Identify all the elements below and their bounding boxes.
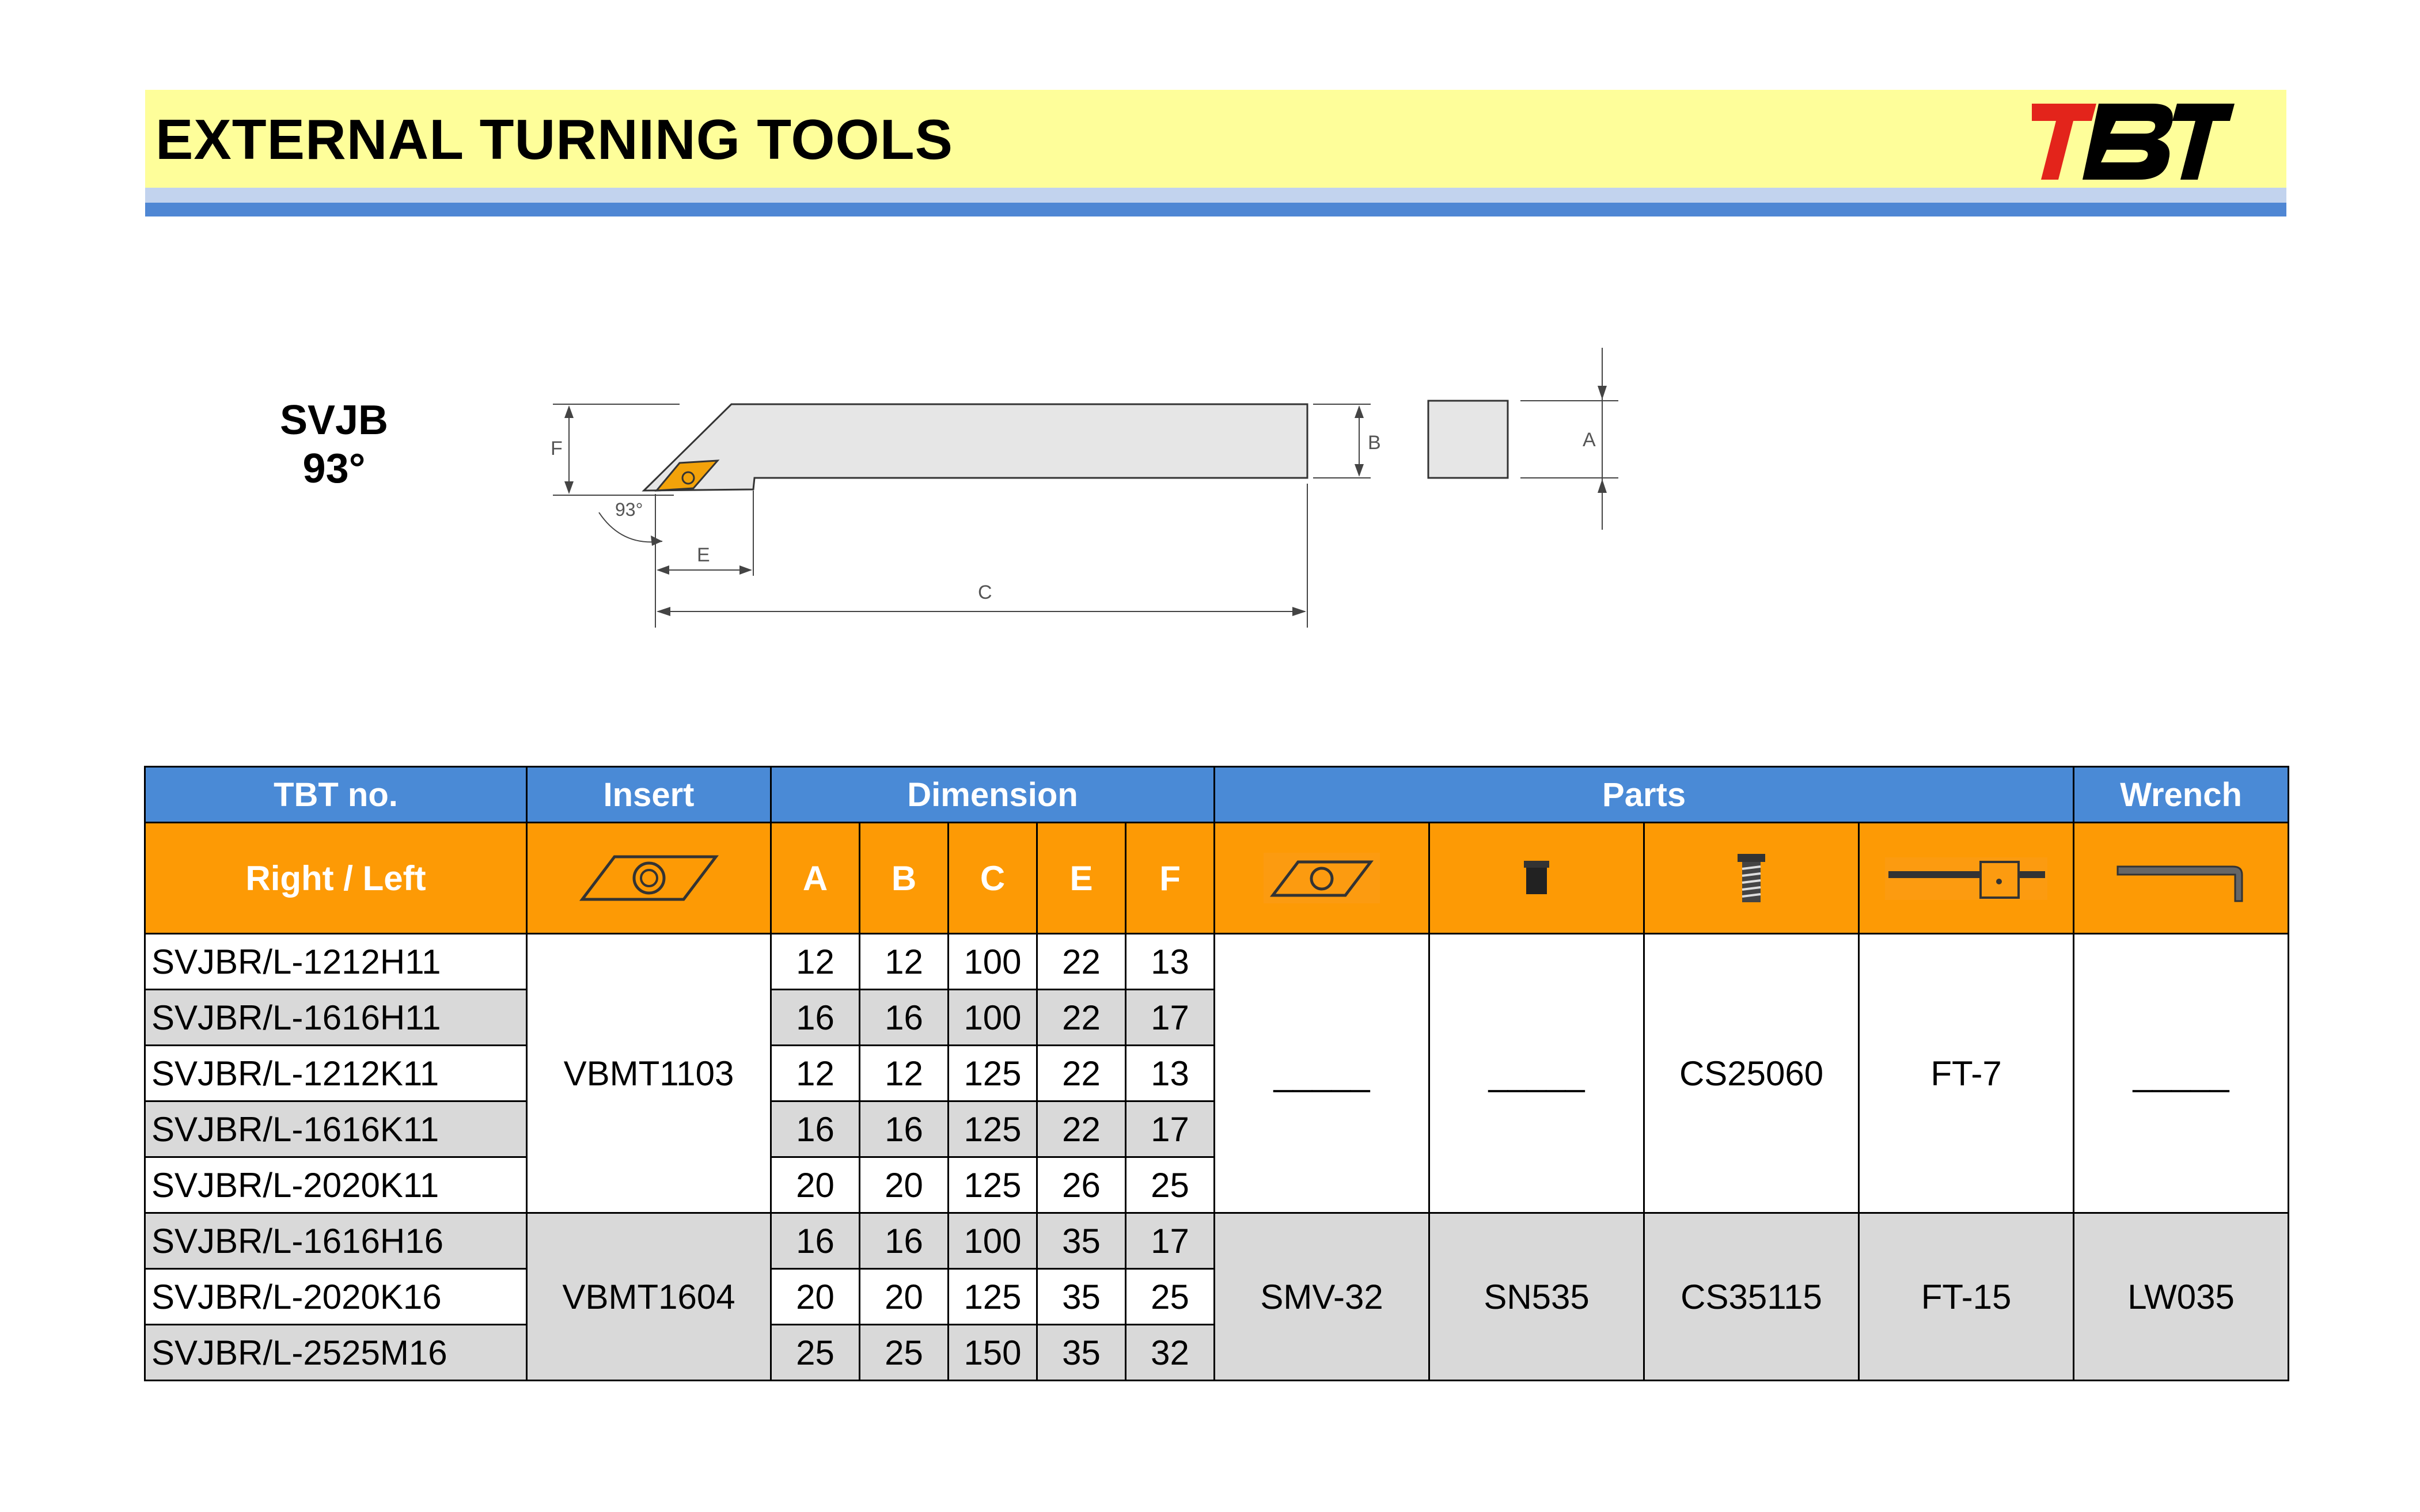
clamp-screw-icon bbox=[1734, 849, 1769, 907]
shim-screw-icon bbox=[1519, 855, 1554, 901]
dim-e: 22 bbox=[1037, 1046, 1126, 1101]
parts-header-key bbox=[1859, 823, 2074, 934]
model-name: SVJB bbox=[279, 397, 389, 443]
dim-c: 125 bbox=[949, 1269, 1037, 1325]
dim-b: 20 bbox=[860, 1269, 949, 1325]
header-divider-blue bbox=[145, 203, 2286, 216]
dim-c: 100 bbox=[949, 990, 1037, 1046]
dim-b: 12 bbox=[860, 1046, 949, 1101]
dim-b: 16 bbox=[860, 1213, 949, 1269]
dim-b: 12 bbox=[860, 934, 949, 990]
dim-e: 35 bbox=[1037, 1213, 1126, 1269]
dim-e-label: E bbox=[697, 544, 710, 566]
dim-e: 22 bbox=[1037, 1101, 1126, 1157]
dim-a: 16 bbox=[771, 1213, 860, 1269]
dim-header-a: A bbox=[771, 823, 860, 934]
model-label bbox=[253, 396, 415, 493]
dim-c: 100 bbox=[949, 934, 1037, 990]
dim-c: 125 bbox=[949, 1046, 1037, 1101]
part-number: SVJBR/L-2525M16 bbox=[145, 1325, 527, 1381]
parts-header-shim-screw bbox=[1429, 823, 1644, 934]
tool-shank bbox=[644, 404, 1307, 491]
header-tbt-no: TBT no. bbox=[145, 767, 527, 823]
dim-c: 125 bbox=[949, 1101, 1037, 1157]
dim-c: 150 bbox=[949, 1325, 1037, 1381]
parts-header-shim bbox=[1215, 823, 1429, 934]
page-title: EXTERNAL TURNING TOOLS bbox=[155, 108, 954, 171]
dim-b: 16 bbox=[860, 1101, 949, 1157]
part-number: SVJBR/L-2020K11 bbox=[145, 1157, 527, 1213]
dim-a: 12 bbox=[771, 1046, 860, 1101]
angle-label: 93° bbox=[615, 499, 643, 520]
dim-f: 25 bbox=[1126, 1157, 1215, 1213]
dim-f: 25 bbox=[1126, 1269, 1215, 1325]
part-shim-screw: SN535 bbox=[1429, 1213, 1644, 1381]
wrench-header-cell bbox=[2074, 823, 2289, 934]
brand-logo bbox=[2032, 101, 2235, 182]
part-number: SVJBR/L-1616K11 bbox=[145, 1101, 527, 1157]
dim-e: 26 bbox=[1037, 1157, 1126, 1213]
insert-icon bbox=[574, 846, 724, 910]
insert-code: VBMT1103 bbox=[527, 934, 771, 1213]
parts-header-clamp-screw bbox=[1644, 823, 1859, 934]
header-wrench: Wrench bbox=[2074, 767, 2289, 823]
dim-header-f: F bbox=[1126, 823, 1215, 934]
tool-diagram bbox=[541, 340, 1636, 639]
part-number: SVJBR/L-2020K16 bbox=[145, 1269, 527, 1325]
hex-wrench-icon bbox=[2112, 849, 2250, 907]
dim-a: 25 bbox=[771, 1325, 860, 1381]
dim-f: 17 bbox=[1126, 990, 1215, 1046]
insert-code: VBMT1604 bbox=[527, 1213, 771, 1381]
dim-f: 13 bbox=[1126, 934, 1215, 990]
spec-table bbox=[144, 766, 2289, 1381]
shank-cross-section bbox=[1428, 401, 1508, 478]
header-right-left: Right / Left bbox=[145, 823, 527, 934]
part-number: SVJBR/L-1616H11 bbox=[145, 990, 527, 1046]
dim-c: 125 bbox=[949, 1157, 1037, 1213]
dim-e: 22 bbox=[1037, 934, 1126, 990]
dim-a: 12 bbox=[771, 934, 860, 990]
dim-f: 13 bbox=[1126, 1046, 1215, 1101]
dim-f-label: F bbox=[551, 438, 563, 459]
insert-header-cell bbox=[527, 823, 771, 934]
wrench-code: _____ bbox=[2074, 934, 2289, 1213]
header-dimension: Dimension bbox=[771, 767, 1215, 823]
part-shim: _____ bbox=[1215, 934, 1429, 1213]
dim-b: 25 bbox=[860, 1325, 949, 1381]
header-insert: Insert bbox=[527, 767, 771, 823]
dim-e: 22 bbox=[1037, 990, 1126, 1046]
part-number: SVJBR/L-1212K11 bbox=[145, 1046, 527, 1101]
model-angle: 93° bbox=[302, 446, 366, 492]
dim-b-label: B bbox=[1368, 432, 1381, 454]
torx-key-icon bbox=[1883, 849, 2050, 907]
part-clamp-screw: CS35115 bbox=[1644, 1213, 1859, 1381]
dim-a: 16 bbox=[771, 990, 860, 1046]
dim-header-e: E bbox=[1037, 823, 1126, 934]
dim-header-c: C bbox=[949, 823, 1037, 934]
dim-e: 35 bbox=[1037, 1269, 1126, 1325]
header-divider-light bbox=[145, 188, 2286, 203]
part-number: SVJBR/L-1616H16 bbox=[145, 1213, 527, 1269]
dim-b: 16 bbox=[860, 990, 949, 1046]
dim-b: 20 bbox=[860, 1157, 949, 1213]
dim-c: 100 bbox=[949, 1213, 1037, 1269]
dim-a-label: A bbox=[1583, 429, 1596, 451]
part-key: FT-7 bbox=[1859, 934, 2074, 1213]
part-number: SVJBR/L-1212H11 bbox=[145, 934, 527, 990]
dim-e: 35 bbox=[1037, 1325, 1126, 1381]
dim-f: 32 bbox=[1126, 1325, 1215, 1381]
dim-f: 17 bbox=[1126, 1213, 1215, 1269]
part-shim-screw: _____ bbox=[1429, 934, 1644, 1213]
dim-a: 20 bbox=[771, 1157, 860, 1213]
wrench-code: LW035 bbox=[2074, 1213, 2289, 1381]
part-clamp-screw: CS25060 bbox=[1644, 934, 1859, 1213]
shim-icon bbox=[1261, 849, 1382, 907]
part-shim: SMV-32 bbox=[1215, 1213, 1429, 1381]
dim-a: 20 bbox=[771, 1269, 860, 1325]
dim-f: 17 bbox=[1126, 1101, 1215, 1157]
part-key: FT-15 bbox=[1859, 1213, 2074, 1381]
dim-c-label: C bbox=[978, 582, 992, 603]
header-parts: Parts bbox=[1215, 767, 2074, 823]
dim-a: 16 bbox=[771, 1101, 860, 1157]
dim-header-b: B bbox=[860, 823, 949, 934]
